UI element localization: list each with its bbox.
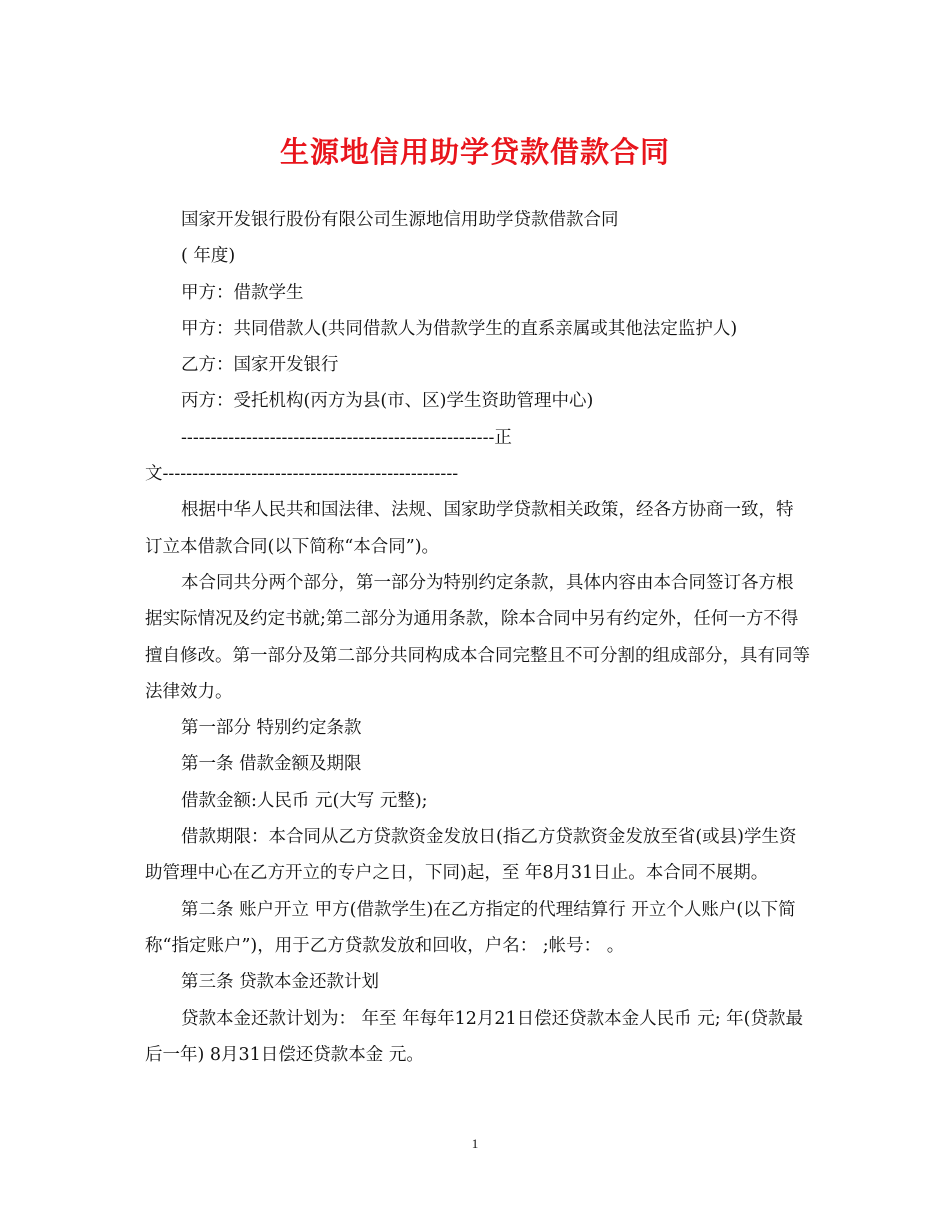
contract-full-name: 国家开发银行股份有限公司生源地信用助学贷款借款合同 (181, 210, 619, 230)
document-title: 生源地信用助学贷款借款合同 (279, 135, 670, 169)
part-one-heading: 第一部分 特别约定条款 (181, 718, 362, 739)
page-number: 1 (471, 1136, 479, 1151)
structure-paragraph: 本合同共分两个部分，第一部分为特别约定条款，具体内容由本合同签订各方根据实际情况及约定书就;第二部分为通用条款，除本合同中另有约定外，任何一方不得擅自修改。第一部分及第二部分共同构成本合同完整且不可分割的组成部分，具有同等法律效力。 (145, 572, 810, 702)
loan-term: 借款期限：本合同从乙方贷款资金发放日(指乙方贷款资金发放至省(或县)学生资助管理中心在乙方开立的专户之日，下同)起，至 年8月31日止。本合同不展期。 (145, 827, 797, 884)
preamble-paragraph: 根据中华人民共和国法律、法规、国家助学贷款相关政策，经各方协商一致，特订立本借款合同(以下简称“本合同”)。 (145, 500, 794, 557)
article-one-heading: 第一条 借款金额及期限 (181, 754, 362, 775)
party-b-bank: 乙方：国家开发银行 (181, 355, 339, 376)
repayment-plan: 贷款本金还款计划为： 年至 年每年12月21日偿还贷款本金人民币 元; 年(贷款最后一年) 8月31日偿还贷款本金 元。 (145, 1008, 804, 1065)
party-c-agency: 丙方：受托机构(丙方为县(市、区)学生资助管理中心) (181, 391, 594, 412)
article-three-heading: 第三条 贷款本金还款计划 (181, 972, 380, 993)
party-a-student: 甲方：借款学生 (181, 282, 304, 303)
separator-line-2: 文-------------------------------------------------- (145, 464, 459, 485)
document-body (145, 202, 810, 1073)
loan-amount: 借款金额:人民币 元(大写 元整); (181, 790, 428, 811)
separator-line-1: -----------------------------------------------------正 (181, 427, 512, 448)
party-a-co-borrower: 甲方：共同借款人(共同借款人为借款学生的直系亲属或其他法定监护人) (181, 318, 738, 339)
contract-year: ( 年度) (181, 246, 236, 267)
article-two-account: 第二条 账户开立 甲方(借款学生)在乙方指定的代理结算行 开立个人账户(以下简称“指定账户”)，用于乙方贷款发放和回收，户名： ;帐号： 。 (145, 899, 796, 956)
